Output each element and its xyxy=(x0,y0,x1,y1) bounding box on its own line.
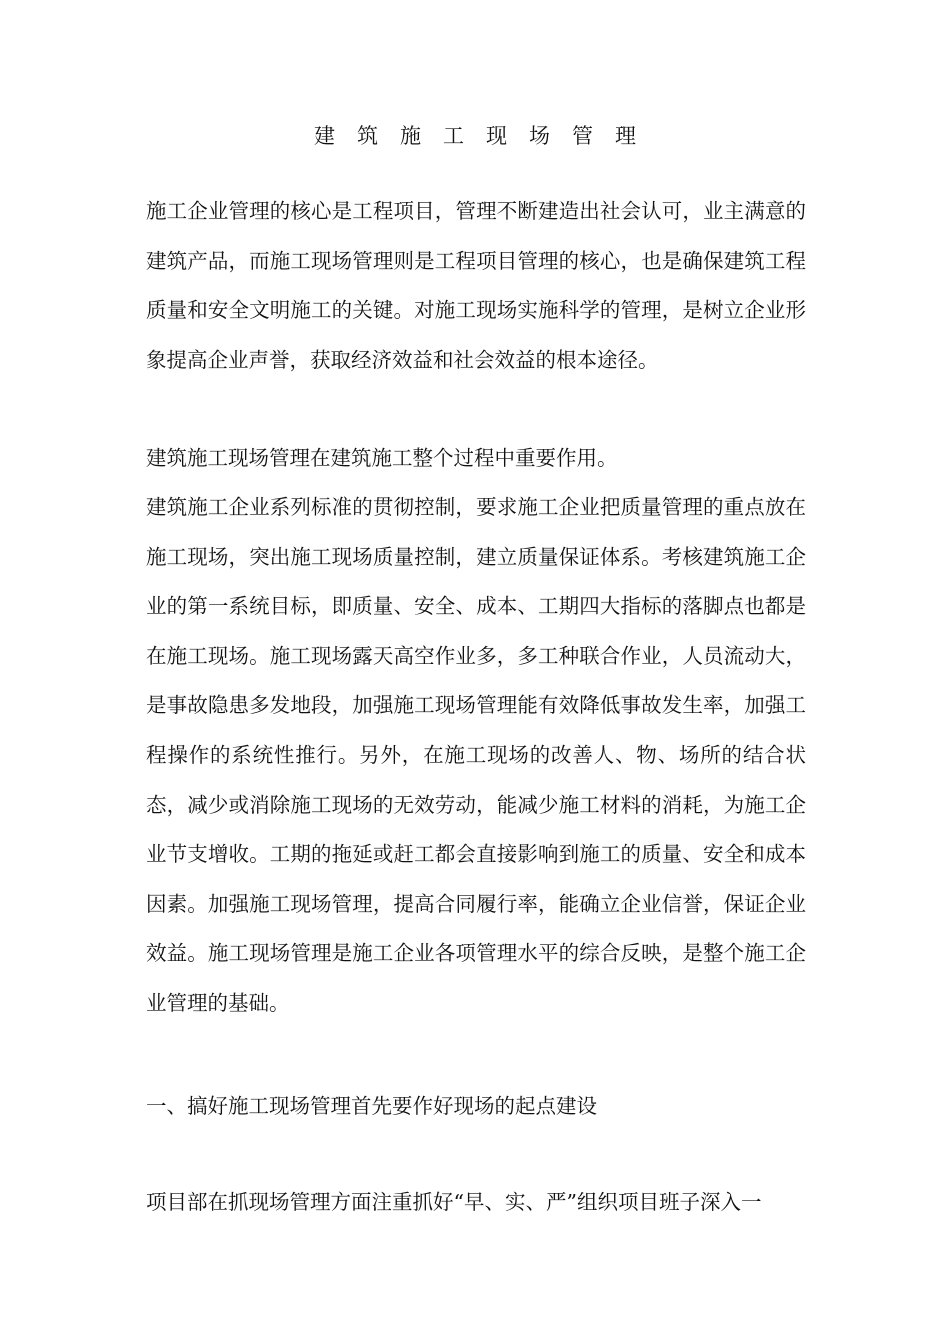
paragraph-section-start: 项目部在抓现场管理方面注重抓好“早、实、严”组织项目班子深入一 xyxy=(146,1190,762,1214)
paragraph-importance: 建筑施工现场管理在建筑施工整个过程中重要作用。 xyxy=(146,446,618,470)
paragraph-intro: 施工企业管理的核心是工程项目，管理不断建造出社会认可，业主满意的建筑产品，而施工现场管理则是工程项目管理的核心，也是确保建筑工程质量和安全文明施工的关键。对施工现场实施科学的管理，是树立企业形象提高企业声誉，获取经济效益和社会效益的根本途径。 xyxy=(146,199,806,372)
section-heading: 一、搞好施工现场管理首先要作好现场的起点建设 xyxy=(146,1094,597,1118)
document-title: 建筑施工现场管理 xyxy=(314,124,658,148)
paragraph-quality-control: 建筑施工企业系列标准的贯彻控制，要求施工企业把质量管理的重点放在施工现场，突出施工现场质量控制，建立质量保证体系。考核建筑施工企业的第一系统目标，即质量、安全、成本、工期四大指标的落脚点也都是在施工现场。施工现场露天高空作业多，多工种联合作业，人员流动大，是事故隐患多发地段，加强施工现场管理能有效降低事故发生率，加强工程操作的系统性推行。另外，在施工现场的改善人、物、场所的结合状态，减少或消除施工现场的无效劳动，能减少施工材料的消耗，为施工企业节支增收。工期的拖延或赶工都会直接影响到施工的质量、安全和成本因素。加强施工现场管理，提高合同履行率，能确立企业信誉，保证企业效益。施工现场管理是施工企业各项管理水平的综合反映，是整个施工企业管理的基础。 xyxy=(146,495,806,1015)
